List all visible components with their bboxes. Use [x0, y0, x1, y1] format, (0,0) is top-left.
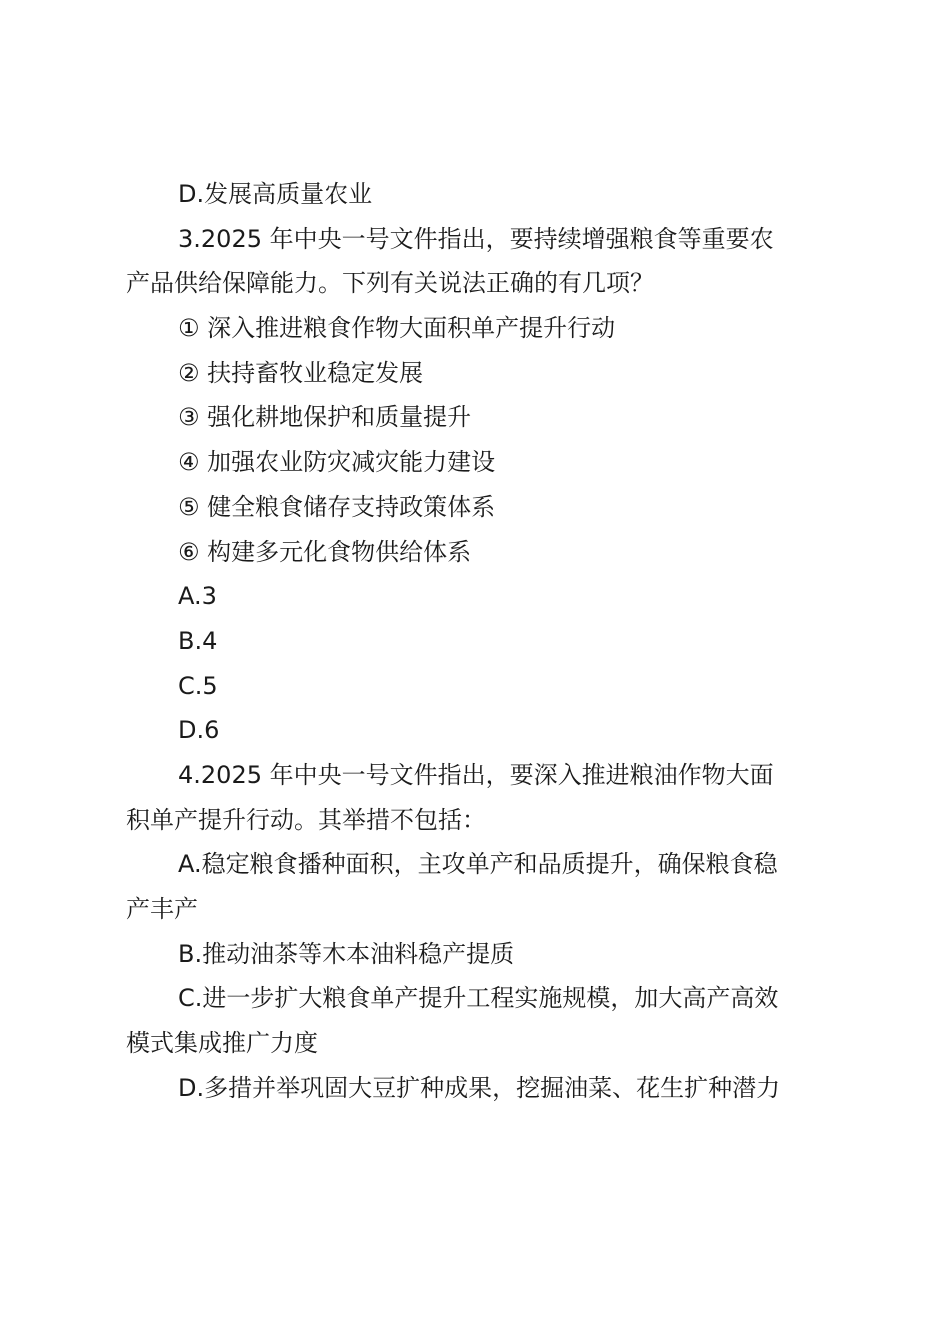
q3-option-b: B.4 [178, 626, 218, 655]
q2-option-d: D.发展高质量农业 [178, 180, 373, 208]
q3-item-5: ⑤ 健全粮食储存支持政策体系 [178, 492, 496, 521]
q3-item-2: ② 扶持畜牧业稳定发展 [178, 358, 424, 387]
q4-option-d: D.多措并举巩固大豆扩种成果，挖掘油菜、花生扩种潜力 [178, 1073, 781, 1102]
q4-option-b: B.推动油茶等木本油料稳产提质 [178, 939, 515, 968]
document-body [126, 172, 826, 1110]
q4-option-c-line-2: 模式集成推广力度 [126, 1029, 318, 1058]
q3-stem-line-1: 3.2025 年中央一号文件指出，要持续增强粮食等重要农 [178, 224, 774, 253]
q4-option-c-line-1: C.进一步扩大粮食单产提升工程实施规模，加大高产高效 [178, 984, 779, 1013]
q3-option-d: D.6 [178, 716, 220, 745]
q4-option-a-line-2: 产丰产 [126, 895, 198, 923]
q3-item-6: ⑥ 构建多元化食物供给体系 [178, 537, 472, 566]
q4-option-a-line-1: A.稳定粮食播种面积，主攻单产和品质提升，确保粮食稳 [178, 850, 778, 879]
q3-option-a: A.3 [178, 582, 217, 611]
q3-option-c: C.5 [178, 671, 218, 700]
q4-stem-line-2: 积单产提升行动。其举措不包括： [126, 805, 486, 834]
q3-item-4: ④ 加强农业防灾减灾能力建设 [178, 448, 496, 477]
q3-stem-line-2: 产品供给保障能力。下列有关说法正确的有几项？ [126, 269, 654, 298]
q4-stem-line-1: 4.2025 年中央一号文件指出，要深入推进粮油作物大面 [178, 760, 774, 789]
q3-item-1: ① 深入推进粮食作物大面积单产提升行动 [178, 314, 616, 343]
q3-item-3: ③ 强化耕地保护和质量提升 [178, 403, 472, 432]
